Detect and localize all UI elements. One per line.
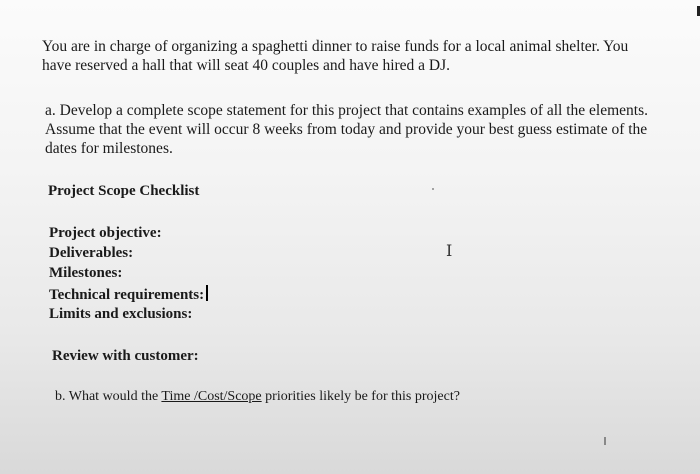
speck-mark [604, 437, 606, 445]
part-b-suffix: priorities likely be for this project? [261, 389, 460, 404]
checklist-item-objective: Project objective: [49, 225, 162, 241]
intro-line-1: You are in charge of organizing a spaghetti dinner to raise funds for a local animal shelter. You [42, 38, 629, 55]
checklist-item-limits: Limits and exclusions: [49, 306, 193, 322]
part-b-prefix: b. What would the [55, 389, 162, 404]
part-a-line-3: dates for milestones. [45, 140, 173, 157]
text-caret [206, 285, 208, 301]
review-with-customer: Review with customer: [52, 348, 199, 364]
checklist-title: Project Scope Checklist [48, 183, 200, 199]
checklist-item-milestones: Milestones: [49, 265, 123, 281]
part-a-line-2: Assume that the event will occur 8 weeks from today and provide your best guess estimate of the [45, 121, 648, 138]
checklist-item-deliverables: Deliverables: [49, 245, 134, 261]
part-b-question [55, 387, 460, 406]
text-cursor-icon: I [446, 241, 453, 260]
intro-line-2: have reserved a hall that will seat 40 couples and have hired a DJ. [42, 57, 451, 74]
checklist-item-technical-label: Technical requirements: [49, 287, 205, 303]
part-a-line-1: a. Develop a complete scope statement for this project that contains examples of all the elements. [45, 102, 649, 119]
speck [432, 188, 434, 190]
time-cost-scope-link[interactable]: Time /Cost/Scope [161, 389, 262, 404]
checklist-item-technical[interactable] [49, 285, 208, 305]
